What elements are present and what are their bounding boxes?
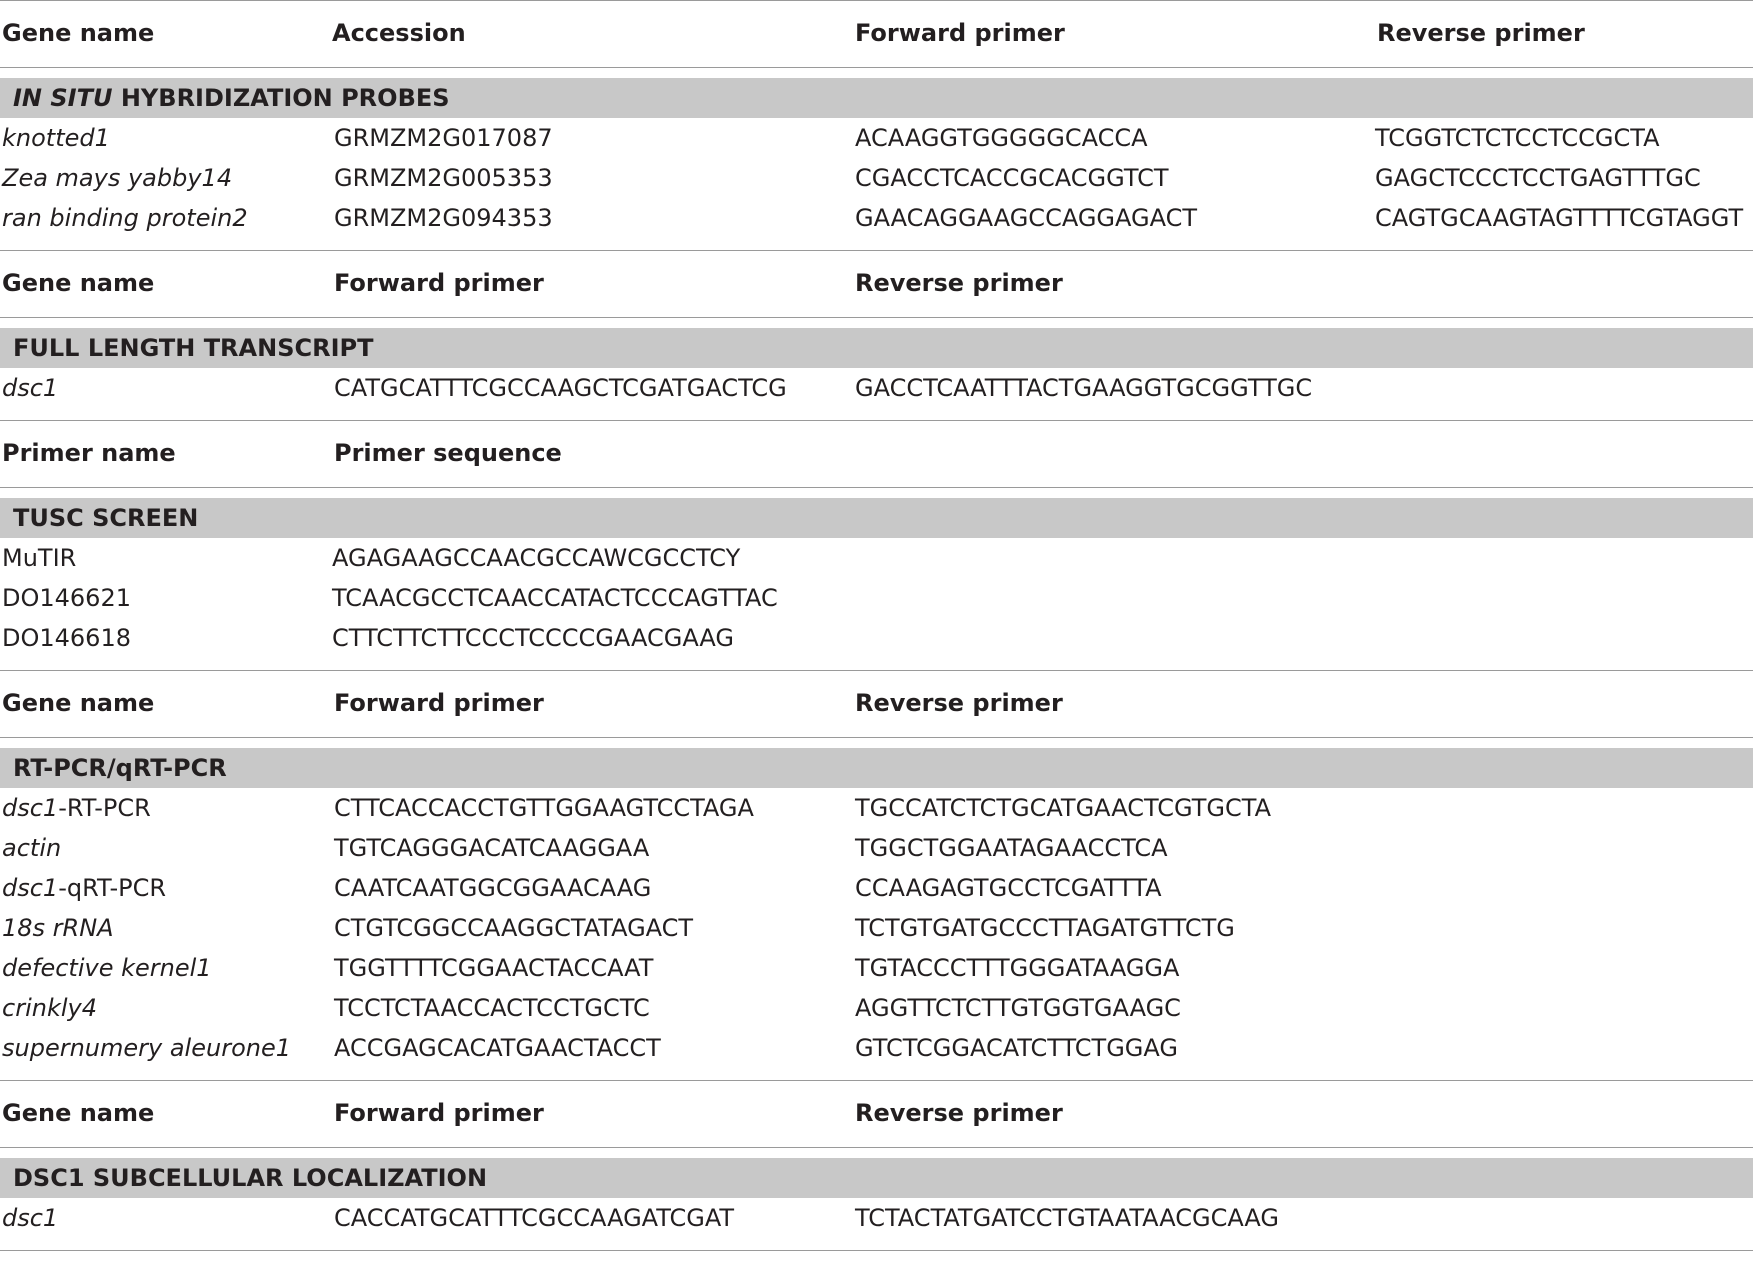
section-title-bar <box>0 78 1753 118</box>
section-title-text: TUSC SCREEN <box>13 504 199 532</box>
row-value-cell: GRMZM2G005353 <box>334 164 553 192</box>
section-title-text: RT-PCR/qRT-PCR <box>13 754 227 782</box>
row-value-cell: CCAAGAGTGCCTCGATTTA <box>855 874 1162 902</box>
row-name-cell <box>2 988 97 1028</box>
row-value-cell: CATGCATTTCGCCAAGCTCGATGACTCG <box>334 374 787 402</box>
section-title-bar <box>0 498 1753 538</box>
row-name-italic: crinkly4 <box>2 994 97 1022</box>
row-value-cell: GRMZM2G017087 <box>334 124 553 152</box>
column-header: Primer sequence <box>334 439 562 467</box>
row-value-cell: CTTCTTCTTCCCTCCCCGAACGAAG <box>332 624 735 652</box>
row-name-text: -qRT-PCR <box>58 874 167 902</box>
section-title-bar <box>0 328 1753 368</box>
table-row <box>0 538 1753 578</box>
section-title-text: DSC1 SUBCELLULAR LOCALIZATION <box>13 1164 488 1192</box>
column-header: Reverse primer <box>855 689 1063 717</box>
row-name-cell <box>2 578 131 618</box>
row-name-text: -RT-PCR <box>58 794 151 822</box>
row-name-italic: dsc1 <box>2 874 59 902</box>
header-rule <box>0 487 1753 488</box>
row-value-cell: TGGCTGGAATAGAACCTCA <box>855 834 1168 862</box>
row-value-cell: GRMZM2G094353 <box>334 204 553 232</box>
section-title <box>13 328 373 368</box>
row-value-cell: TGCCATCTCTGCATGAACTCGTGCTA <box>855 794 1272 822</box>
row-name-cell <box>2 788 151 828</box>
row-name-text: MuTIR <box>2 544 77 572</box>
table-row <box>0 828 1753 868</box>
table-row <box>0 368 1753 408</box>
row-name-cell <box>2 828 61 868</box>
row-value-cell: CAGTGCAAGTAGTTTTCGTAGGT <box>1375 204 1744 232</box>
header-rule <box>0 737 1753 738</box>
row-value-cell: TCAACGCCTCAACCATACTCCCAGTTAC <box>332 584 778 612</box>
section-title <box>13 498 198 538</box>
table-row <box>0 988 1753 1028</box>
table-row <box>0 908 1753 948</box>
table-row <box>0 578 1753 618</box>
row-name-italic: defective kernel1 <box>2 954 212 982</box>
column-header: Reverse primer <box>855 269 1063 297</box>
row-value-cell: ACAAGGTGGGGGCACCA <box>855 124 1148 152</box>
section-title-text: FULL LENGTH TRANSCRIPT <box>13 334 374 362</box>
column-header-row <box>0 420 1753 486</box>
row-name-cell <box>2 868 166 908</box>
table-row <box>0 868 1753 908</box>
row-name-italic: ran binding protein2 <box>2 204 248 232</box>
column-header: Forward primer <box>334 269 544 297</box>
column-header: Gene name <box>2 19 155 47</box>
row-value-cell: TCTGTGATGCCCTTAGATGTTCTG <box>855 914 1235 942</box>
row-name-italic: dsc1 <box>2 374 59 402</box>
column-header: Gene name <box>2 1099 155 1127</box>
table-row <box>0 1198 1753 1238</box>
row-value-cell: GACCTCAATTTACTGAAGGTGCGGTTGC <box>855 374 1313 402</box>
section-title <box>13 748 227 788</box>
table-row <box>0 1028 1753 1068</box>
column-header: Forward primer <box>334 689 544 717</box>
table-row <box>0 158 1753 198</box>
row-name-italic: dsc1 <box>2 794 59 822</box>
table-row <box>0 948 1753 988</box>
section-title-bar <box>0 1158 1753 1198</box>
section-end-rule <box>0 1250 1753 1251</box>
row-name-cell <box>2 1198 58 1238</box>
header-rule <box>0 317 1753 318</box>
table-row <box>0 118 1753 158</box>
row-name-cell <box>2 118 110 158</box>
column-header-row <box>0 0 1753 66</box>
row-value-cell: GAACAGGAAGCCAGGAGACT <box>855 204 1198 232</box>
column-header: Accession <box>332 19 466 47</box>
row-name-italic: actin <box>2 834 62 862</box>
row-value-cell: GTCTCGGACATCTTCTGGAG <box>855 1034 1178 1062</box>
row-value-cell: TGGTTTTCGGAACTACCAAT <box>334 954 654 982</box>
row-name-cell <box>2 198 248 238</box>
column-header-row <box>0 250 1753 316</box>
column-header-row <box>0 1080 1753 1146</box>
column-header: Reverse primer <box>1377 19 1585 47</box>
row-value-cell: TCCTCTAACCACTCCTGCTC <box>334 994 650 1022</box>
row-name-cell <box>2 1028 291 1068</box>
column-header: Gene name <box>2 689 155 717</box>
row-name-italic: supernumery aleurone1 <box>2 1034 291 1062</box>
row-name-italic: Zea mays yabby14 <box>2 164 233 192</box>
row-name-text: DO146618 <box>2 624 131 652</box>
row-value-cell: CACCATGCATTTCGCCAAGATCGAT <box>334 1204 735 1232</box>
row-value-cell: GAGCTCCCTCCTGAGTTTGC <box>1375 164 1701 192</box>
column-header: Forward primer <box>855 19 1065 47</box>
row-name-cell <box>2 618 131 658</box>
column-header: Forward primer <box>334 1099 544 1127</box>
row-name-text: DO146621 <box>2 584 131 612</box>
row-value-cell: CGACCTCACCGCACGGTCT <box>855 164 1169 192</box>
header-rule <box>0 67 1753 68</box>
row-name-cell <box>2 158 232 198</box>
row-name-italic: dsc1 <box>2 1204 59 1232</box>
column-header: Reverse primer <box>855 1099 1063 1127</box>
row-value-cell: CAATCAATGGCGGAACAAG <box>334 874 652 902</box>
row-name-cell <box>2 538 76 578</box>
row-value-cell: TCTACTATGATCCTGTAATAACGCAAG <box>855 1204 1280 1232</box>
row-name-cell <box>2 368 58 408</box>
section-title-bar <box>0 748 1753 788</box>
row-name-italic: 18s rRNA <box>2 914 114 942</box>
row-value-cell: TCGGTCTCTCCTCCGCTA <box>1375 124 1660 152</box>
row-value-cell: ACCGAGCACATGAACTACCT <box>334 1034 661 1062</box>
column-header-row <box>0 670 1753 736</box>
table-row <box>0 198 1753 238</box>
section-title <box>13 78 450 118</box>
row-name-cell <box>2 908 114 948</box>
table-row <box>0 788 1753 828</box>
section-title-text: HYBRIDIZATION PROBES <box>120 84 450 112</box>
column-header: Primer name <box>2 439 176 467</box>
row-value-cell: CTGTCGGCCAAGGCTATAGACT <box>334 914 694 942</box>
section-title-italic: IN SITU <box>13 84 113 112</box>
row-value-cell: TGTACCCTTTGGGATAAGGA <box>855 954 1180 982</box>
row-value-cell: AGAGAAGCCAACGCCAWCGCCTCY <box>332 544 741 572</box>
row-value-cell: TGTCAGGGACATCAAGGAA <box>334 834 650 862</box>
section-title <box>13 1158 487 1198</box>
header-rule <box>0 1147 1753 1148</box>
row-value-cell: AGGTTCTCTTGTGGTGAAGC <box>855 994 1181 1022</box>
row-name-italic: knotted1 <box>2 124 110 152</box>
column-header: Gene name <box>2 269 155 297</box>
table-row <box>0 618 1753 658</box>
row-name-cell <box>2 948 212 988</box>
row-value-cell: CTTCACCACCTGTTGGAAGTCCTAGA <box>334 794 754 822</box>
